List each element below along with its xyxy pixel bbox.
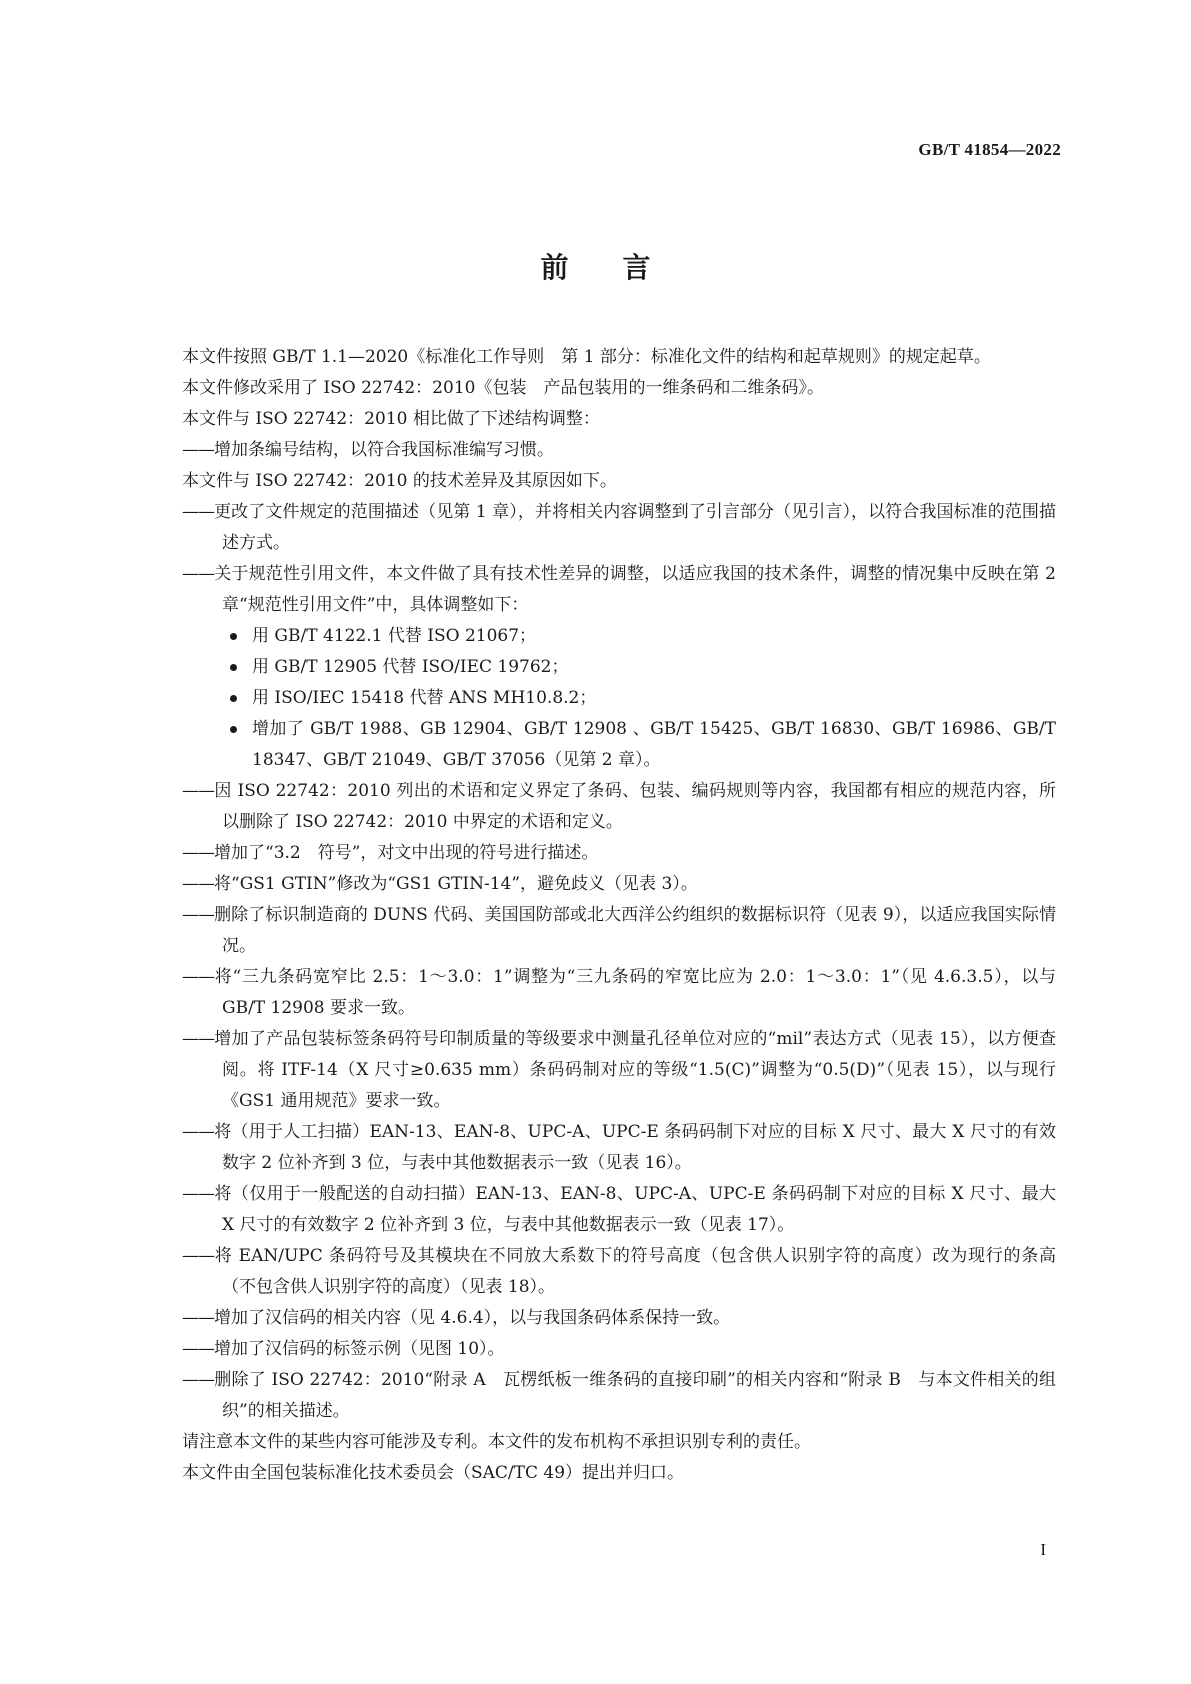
paragraph (142, 342, 1056, 373)
paragraph-text: 增加了汉信码的标签示例（见图 10）。 (214, 1339, 505, 1359)
dash-marker: —— (182, 1029, 214, 1049)
dash-marker: —— (182, 1184, 214, 1204)
dash-marker: —— (182, 781, 214, 801)
paragraph-text: 请注意本文件的某些内容可能涉及专利。本文件的发布机构不承担识别专利的责任。 (182, 1432, 811, 1452)
paragraph (142, 404, 1056, 435)
dash-marker: —— (182, 1308, 214, 1328)
paragraph-text: 增加条编号结构，以符合我国标准编写习惯。 (214, 440, 554, 460)
paragraph-text: 删除了标识制造商的 DUNS 代码、美国国防部或北大西洋公约组织的数据标识符（见表 9），以适应我国实际情况。 (214, 905, 1056, 956)
paragraph-text: 将“GS1 GTIN”修改为“GS1 GTIN-14”，避免歧义（见表 3）。 (214, 874, 698, 894)
paragraph-text: 用 GB/T 12905 代替 ISO/IEC 19762； (252, 657, 569, 677)
dash-marker: —— (182, 874, 214, 894)
dash-marker: —— (182, 1370, 214, 1390)
dash-marker: —— (182, 1339, 214, 1359)
dash-list-item (142, 1365, 1056, 1427)
bullet-dot-icon (230, 695, 237, 702)
dash-list-item (142, 869, 1056, 900)
dash-marker: —— (182, 843, 214, 863)
paragraph (142, 466, 1056, 497)
paragraph (142, 373, 1056, 404)
paragraph-text: 本文件与 ISO 22742：2010 的技术差异及其原因如下。 (182, 471, 617, 491)
bullet-dot-icon (230, 664, 237, 671)
dash-marker: —— (182, 1246, 214, 1266)
page-number: I (1040, 1540, 1046, 1559)
bullet-list-item (142, 683, 1056, 714)
dash-list-item (142, 962, 1056, 1024)
paragraph-text: 本文件按照 GB/T 1.1—2020《标准化工作导则 第 1 部分：标准化文件的结构和起草规则》的规定起草。 (182, 347, 991, 367)
dash-list-item (142, 1117, 1056, 1179)
paragraph-text: 本文件由全国包装标准化技术委员会（SAC/TC 49）提出并归口。 (182, 1463, 685, 1483)
bullet-list-item (142, 714, 1056, 776)
paragraph-text: 用 ISO/IEC 15418 代替 ANS MH10.8.2； (252, 688, 597, 708)
dash-marker: —— (182, 564, 214, 584)
standard-code: GB/T 41854—2022 (918, 140, 1061, 159)
paragraph-text: 用 GB/T 4122.1 代替 ISO 21067； (252, 626, 537, 646)
dash-list-item (142, 1334, 1056, 1365)
paragraph-text: 将（仅用于一般配送的自动扫描）EAN-13、EAN-8、UPC-A、UPC-E 条码码制下对应的目标 X 尺寸、最大 X 尺寸的有效数字 2 位补齐到 3 位，与表中其他数据表示一致（见表 17）。 (214, 1184, 1056, 1235)
foreword-body (142, 342, 1056, 1489)
paragraph-text: 将 EAN/UPC 条码符号及其模块在不同放大系数下的符号高度（包含供人识别字符的高度）改为现行的条高（不包含供人识别字符的高度）（见表 18）。 (214, 1246, 1056, 1297)
bullet-dot-icon (230, 726, 237, 733)
dash-list-item (142, 1303, 1056, 1334)
paragraph-text: 本文件修改采用了 ISO 22742：2010《包装 产品包装用的一维条码和二维条码》。 (182, 378, 824, 398)
paragraph-text: 增加了“3.2 符号”，对文中出现的符号进行描述。 (214, 843, 599, 863)
dash-list-item (142, 1179, 1056, 1241)
dash-list-item (142, 1024, 1056, 1117)
paragraph (142, 1427, 1056, 1458)
dash-list-item (142, 900, 1056, 962)
paragraph-text: 更改了文件规定的范围描述（见第 1 章），并将相关内容调整到了引言部分（见引言），以符合我国标准的范围描述方式。 (214, 502, 1056, 553)
paragraph (142, 1458, 1056, 1489)
paragraph-text: 关于规范性引用文件，本文件做了具有技术性差异的调整，以适应我国的技术条件，调整的情况集中反映在第 2 章“规范性引用文件”中，具体调整如下： (214, 564, 1056, 615)
dash-marker: —— (182, 440, 214, 460)
dash-list-item (142, 435, 1056, 466)
dash-list-item (142, 776, 1056, 838)
dash-list-item (142, 497, 1056, 559)
paragraph-text: 本文件与 ISO 22742：2010 相比做了下述结构调整： (182, 409, 600, 429)
dash-list-item (142, 1241, 1056, 1303)
dash-marker: —— (182, 967, 214, 987)
page-title: 前言 (540, 251, 705, 284)
bullet-list-item (142, 652, 1056, 683)
bullet-list-item (142, 621, 1056, 652)
paragraph-text: 增加了 GB/T 1988、GB 12904、GB/T 12908 、GB/T 15425、GB/T 16830、GB/T 16986、GB/T 18347、GB/T 21049、GB/T 37056（见第 2 章）。 (252, 719, 1056, 770)
dash-marker: —— (182, 502, 214, 522)
dash-marker: —— (182, 1122, 214, 1142)
bullet-dot-icon (230, 633, 237, 640)
dash-list-item (142, 559, 1056, 621)
paragraph-text: 增加了汉信码的相关内容（见 4.6.4），以与我国条码体系保持一致。 (214, 1308, 731, 1328)
paragraph-text: 因 ISO 22742：2010 列出的术语和定义界定了条码、包装、编码规则等内容，我国都有相应的规范内容，所以删除了 ISO 22742：2010 中界定的术语和定义。 (214, 781, 1056, 832)
paragraph-text: 将“三九条码宽窄比 2.5：1～3.0：1”调整为“三九条码的窄宽比应为 2.0：1～3.0：1”（见 4.6.3.5），以与 GB/T 12908 要求一致。 (214, 967, 1056, 1018)
paragraph-text: 增加了产品包装标签条码符号印制质量的等级要求中测量孔径单位对应的“mil”表达方式（见表 15），以方便查阅。将 ITF-14（X 尺寸≥0.635 mm）条码码制对应的等级“1.5(C)”调整为“0.5(D)”（见表 15），以与现行《GS1 通用规范》要求一致。 (214, 1029, 1056, 1111)
paragraph-text: 将（用于人工扫描）EAN-13、EAN-8、UPC-A、UPC-E 条码码制下对应的目标 X 尺寸、最大 X 尺寸的有效数字 2 位补齐到 3 位，与表中其他数据表示一致（见表 16）。 (214, 1122, 1056, 1173)
paragraph-text: 删除了 ISO 22742：2010“附录 A 瓦楞纸板一维条码的直接印刷”的相关内容和“附录 B 与本文件相关的组织”的相关描述。 (214, 1370, 1056, 1421)
dash-marker: —— (182, 905, 214, 925)
dash-list-item (142, 838, 1056, 869)
